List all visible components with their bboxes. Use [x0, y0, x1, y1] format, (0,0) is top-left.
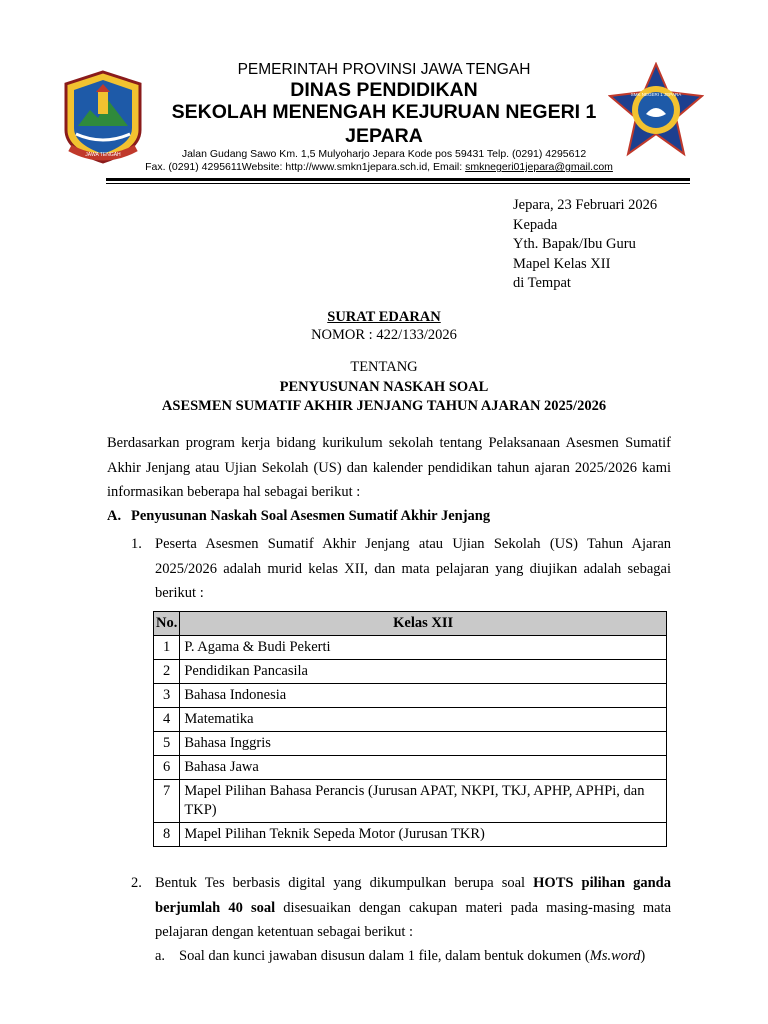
table-row	[154, 636, 667, 660]
section-a-heading	[107, 508, 490, 525]
table-header-class: Kelas XII	[180, 612, 667, 636]
section-a-number: A.	[107, 508, 122, 524]
row-subject: Matematika	[180, 708, 667, 732]
letterhead-divider-thick	[106, 178, 690, 181]
row-subject: Bahasa Inggris	[180, 732, 667, 756]
school-city: JEPARA	[345, 125, 423, 147]
list-item-2-number: 2.	[131, 875, 142, 891]
school-contact	[110, 161, 648, 174]
list-item-2-text-post: disesuaikan dengan cakupan materi pada masing-masing mata pelajaran dengan ketentuan sebagai berikut :	[155, 899, 672, 940]
row-subject: Pendidikan Pancasila	[180, 660, 667, 684]
list-item-2-text	[155, 871, 671, 945]
table-row	[154, 684, 667, 708]
recipient-group: Mapel Kelas XII	[513, 255, 611, 272]
sub-item-a-text-post: )	[640, 948, 646, 964]
sub-item-a-text-italic: Ms.word	[589, 948, 641, 964]
row-number: 1	[154, 636, 180, 660]
list-item-2	[131, 871, 671, 945]
list-item-1-number: 1.	[131, 536, 142, 552]
row-number: 7	[154, 780, 180, 823]
table-row	[154, 780, 667, 823]
school-name: SEKOLAH MENENGAH KEJURUAN NEGERI 1	[171, 101, 597, 123]
row-subject: Bahasa Indonesia	[180, 684, 667, 708]
list-item-2-text-pre: Bentuk Tes berbasis digital yang dikumpulkan berupa soal	[155, 875, 534, 891]
logo-left-caption: JAWA TENGAH	[85, 152, 121, 158]
document-number: NOMOR : 422/133/2026	[311, 327, 457, 343]
letterhead	[120, 60, 648, 174]
document-about: TENTANG	[350, 359, 418, 375]
letter-date: Jepara, 23 Februari 2026	[513, 197, 658, 213]
email-link[interactable]: smknegeri01jepara@gmail.com	[465, 161, 613, 173]
table-row	[154, 756, 667, 780]
table-row	[154, 732, 667, 756]
recipient-to: Kepada	[513, 216, 558, 233]
contact-text: Fax. (0291) 4295611Website: http://www.smkn1jepara.sch.id, Email:	[145, 161, 466, 173]
subjects-table	[153, 611, 667, 847]
list-item-1	[131, 532, 671, 606]
agency-name: DINAS PENDIDIKAN	[290, 79, 478, 101]
table-row	[154, 660, 667, 684]
sub-item-a-text	[179, 944, 671, 969]
list-item-1-text: Peserta Asesmen Sumatif Akhir Jenjang atau Ujian Sekolah (US) Tahun Ajaran 2025/2026 adalah murid kelas XII, dan mata pelajaran yang diujikan adalah sebagai berikut :	[155, 536, 671, 601]
row-subject: Bahasa Jawa	[180, 756, 667, 780]
sub-item-a-letter: a.	[155, 948, 166, 964]
row-subject: Mapel Pilihan Teknik Sepeda Motor (Jurusan TKR)	[180, 823, 667, 847]
intro-paragraph: Berdasarkan program kerja bidang kurikulum sekolah tentang Pelaksanaan Asesmen Sumatif Akhir Jenjang atau Ujian Sekolah (US) dan kalender pendidikan tahun ajaran 2025/2026 kami informasikan beberapa hal sebagai berikut :	[107, 435, 671, 500]
list-item-2-text-bold: HOTS pilihan ganda berjumlah 40 soal	[155, 875, 671, 916]
row-number: 8	[154, 823, 180, 847]
government-name: PEMERINTAH PROVINSI JAWA TENGAH	[237, 61, 531, 78]
section-a-title: Penyusunan Naskah Soal Asesmen Sumatif Akhir Jenjang	[131, 508, 491, 524]
row-number: 2	[154, 660, 180, 684]
letterhead-divider-thin	[106, 183, 690, 184]
table-header-no: No.	[154, 612, 180, 636]
table-header-row	[154, 612, 667, 636]
recipient-block	[513, 196, 657, 294]
document-type: SURAT EDARAN	[327, 309, 441, 325]
table-row	[154, 823, 667, 847]
row-subject: Mapel Pilihan Bahasa Perancis (Jurusan APAT, NKPI, TKJ, APHP, APHPi, dan TKP)	[180, 780, 667, 823]
sub-item-a-text-pre: Soal dan kunci jawaban disusun dalam 1 file, dalam bentuk dokumen (	[179, 948, 590, 964]
sub-item-a	[155, 944, 671, 969]
table-row	[154, 708, 667, 732]
recipient-place: di Tempat	[513, 275, 571, 291]
row-number: 4	[154, 708, 180, 732]
row-number: 5	[154, 732, 180, 756]
row-number: 3	[154, 684, 180, 708]
row-number: 6	[154, 756, 180, 780]
document-subject-line2: ASESMEN SUMATIF AKHIR JENJANG TAHUN AJARAN 2025/2026	[161, 398, 607, 414]
row-subject: P. Agama & Budi Pekerti	[180, 636, 667, 660]
document-subject-line1: PENYUSUNAN NASKAH SOAL	[279, 379, 489, 395]
school-address: Jalan Gudang Sawo Km. 1,5 Mulyoharjo Jepara Kode pos 59431 Telp. (0291) 4295612	[181, 148, 587, 160]
logo-right-caption: SMK NEGERI 1 JEPARA	[630, 92, 682, 97]
recipient-addressee: Yth. Bapak/Ibu Guru	[513, 236, 636, 252]
